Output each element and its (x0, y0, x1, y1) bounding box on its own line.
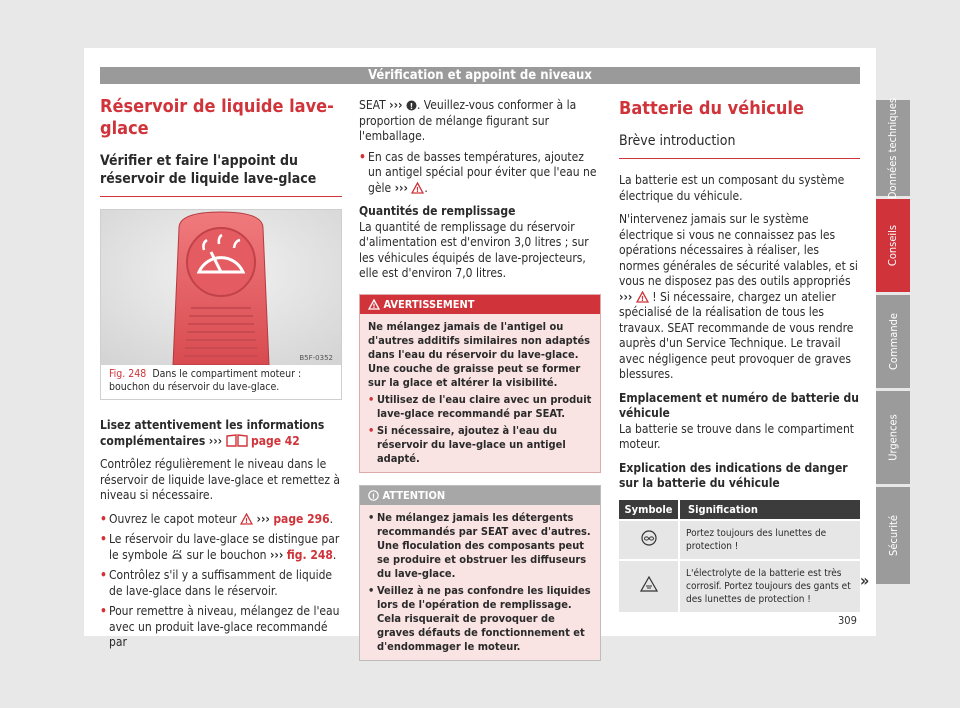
tab-urgences[interactable]: Urgences (876, 391, 910, 484)
attention-icon (406, 100, 417, 111)
table-row: L'électrolyte de la batterie est très corrosif. Portez toujours des gants et des lunettes de protection ! (619, 560, 860, 612)
warning-icon (240, 513, 253, 525)
list-item: • En cas de basses températures, ajoutez un antigel spécial pour éviter que l'eau ne gèle ››› ! . (359, 149, 597, 195)
page-number: 309 (838, 614, 857, 627)
attention-box (359, 485, 601, 661)
attention-icon (368, 490, 379, 501)
svg-text:!: ! (416, 185, 420, 194)
warning-item: • Utilisez de l'eau claire avec un produit lave-glace recommandé par SEAT. (368, 392, 592, 420)
figure-caption (109, 368, 337, 394)
column-2 (359, 98, 601, 661)
goggles-icon (641, 530, 657, 546)
washer-cap-illustration (101, 210, 341, 365)
book-icon (226, 434, 248, 447)
svg-text:!: ! (371, 492, 376, 501)
page-header: Vérification et appoint de niveaux (100, 67, 860, 84)
tab-securite[interactable]: Sécurité (876, 487, 910, 584)
warning-icon (411, 182, 424, 194)
intro-page-ref[interactable]: page 42 (250, 433, 300, 448)
warning-icon (636, 291, 649, 303)
figure-code: B5F-0352 (299, 354, 333, 362)
column-3 (619, 98, 860, 612)
tab-conseils[interactable]: Conseils (876, 199, 910, 292)
svg-text:!: ! (409, 102, 414, 111)
ref-arrow: ››› (208, 433, 223, 448)
paragraph: Contrôlez régulièrement le niveau dans le réservoir de liquide lave-glace et remettez à niveau si nécessaire. (100, 457, 341, 502)
list-item: • Ouvrez le capot moteur ! ››› page 296. (100, 511, 334, 526)
svg-text:!: ! (244, 516, 249, 525)
qty-text: La quantité de remplissage du réservoir d'alimentation est d'environ 3,0 litres ; sur les véhicules équipés de lave-projecteurs, elle est d'environ 7,0 litres. (359, 219, 589, 280)
subsection-title: Vérifier et faire l'appoint du réservoir de liquide lave-glace (100, 152, 342, 197)
warning-item: • Si nécessaire, ajoutez à l'eau du réservoir du lave-glace un antigel adapté. (368, 423, 566, 465)
paragraph: N'intervenez jamais sur le système électrique si vous ne connaissez pas les opérations nécessaires à réaliser, les normes générales de sécurité valables, et si vous ne disposez pas des outils appropriés ››› ! ! Si nécessaire, chargez un atelier spécialisé de la réalisation de tous les travaux. SEAT recommande de vous rendre auprès d'un Service Technique. Le travail avec négligence peut provoquer de graves blessures. (619, 212, 858, 381)
section-title: Batterie du véhicule (619, 98, 804, 119)
warning-title: AVERTISSEMENT (383, 297, 475, 311)
svg-text:!: ! (372, 301, 376, 310)
attention-item: • Veillez à ne pas confondre les liquides lors de l'opération de remplissage. Cela risquerait de provoquer de graves défauts de fonctionnement et d'endommager le moteur. (368, 583, 591, 653)
qty-title: Quantités de remplissage (359, 204, 516, 218)
table-header: Signification (679, 500, 860, 520)
warning-icon (368, 299, 380, 310)
figure-label: Fig. 248 (109, 368, 147, 380)
warning-box (359, 294, 601, 473)
tab-commande[interactable]: Commande (876, 295, 910, 388)
section-title: Réservoir de liquide lave-glace (100, 96, 334, 139)
column-1 (100, 96, 342, 651)
corrosive-icon (640, 576, 658, 592)
attention-header (360, 486, 600, 505)
location-title: Emplacement et numéro de batterie du véhicule (619, 390, 859, 420)
attention-title: ATTENTION (382, 488, 446, 502)
location-text: La batterie se trouve dans le compartiment moteur. (619, 421, 855, 451)
list-item: • Pour remettre à niveau, mélangez de l'eau avec un produit lave-glace recommandé par (100, 604, 340, 649)
list-item: • Contrôlez s'il y a suffisamment de liquide de lave-glace dans le réservoir. (100, 568, 333, 598)
page-ref-link[interactable]: page 296 (273, 511, 330, 526)
attention-item: • Ne mélangez jamais les détergents recommandés par SEAT avec d'autres. Une floculation des composants peut se produire et obstruer les diffuseurs du lave-glace. (368, 510, 591, 580)
subsection-title: Brève introduction (619, 132, 860, 159)
explanation-title: Explication des indications de danger sur la batterie du véhicule (619, 460, 848, 490)
figure-photo (101, 210, 341, 365)
symbol-table (619, 500, 860, 612)
fig-ref-link[interactable]: fig. 248 (286, 547, 333, 562)
washer-symbol-icon (171, 550, 183, 561)
continue-arrow: » (860, 571, 870, 590)
paragraph: SEAT ››› ! . Veuillez-vous conformer à la proportion de mélange figurant sur l'emballage. (359, 98, 577, 143)
table-row: Portez toujours des lunettes de protection ! (619, 520, 860, 560)
list-item: • Le réservoir du lave-glace se distingue par le symbole sur le bouchon ››› fig. 248. (100, 532, 340, 562)
figure-248 (100, 209, 342, 400)
warning-intro: Ne mélangez jamais de l'antigel ou d'autres additifs similaires non adaptés dans l'eau du réservoir du lave-glace. Une couche de graisse peut se former sur la glace et altérer la visibilité. (368, 319, 591, 389)
figure-caption-text: Dans le compartiment moteur : bouchon du réservoir du lave-glace. (109, 368, 302, 393)
svg-text:!: ! (640, 294, 644, 303)
tab-donnees-techniques[interactable]: Données techniques (876, 100, 910, 196)
intro-text: Lisez attentivement les informations complémentaires (100, 418, 325, 448)
table-header: Symbole (619, 500, 679, 520)
paragraph: La batterie est un composant du système électrique du véhicule. (619, 173, 845, 203)
warning-header (360, 295, 600, 314)
